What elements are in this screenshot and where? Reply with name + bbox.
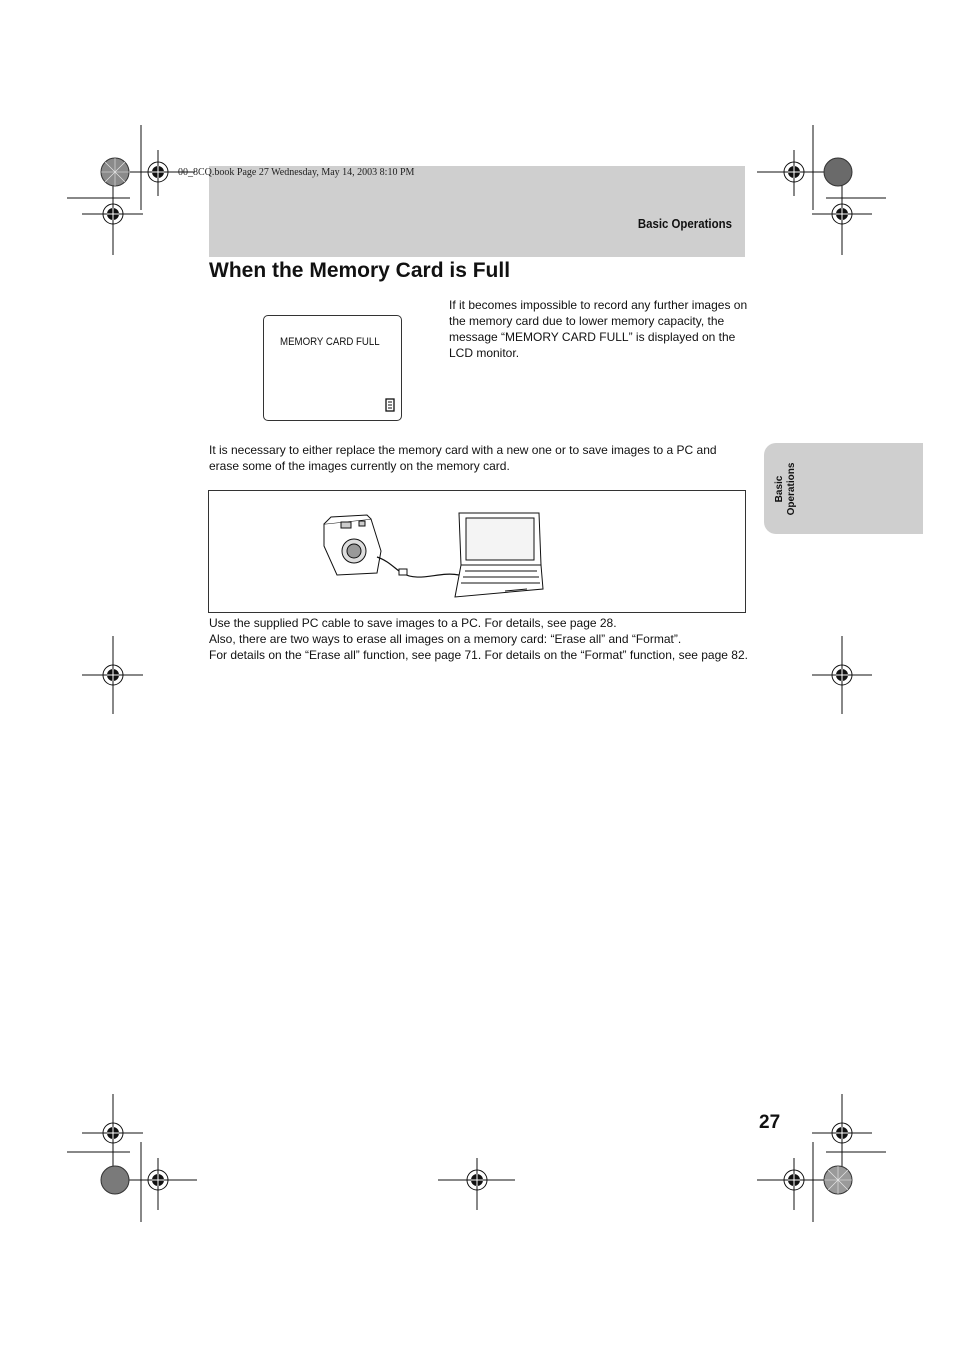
para3-line-3: For details on the “Erase all” function, see page 71. For details on the “Format” function, see page 82. — [209, 648, 748, 662]
page-number: 27 — [759, 1112, 781, 1133]
camera-icon — [324, 515, 381, 575]
lcd-message: MEMORY CARD FULL — [280, 336, 380, 348]
side-tab — [764, 443, 923, 534]
side-tab-label: Basic Operations — [774, 462, 797, 516]
page-title: When the Memory Card is Full — [209, 259, 511, 282]
pc-cable — [377, 557, 459, 577]
para3-line-1: Use the supplied PC cable to save images to a PC. For details, see page 28. — [209, 616, 617, 630]
print-info: 00_8CQ.book Page 27 Wednesday, May 14, 2003 8:10 PM — [178, 167, 415, 178]
erase-options-paragraph — [209, 615, 749, 663]
memory-card-icon — [383, 398, 397, 412]
section-label: Basic Operations — [637, 216, 732, 231]
side-tab-label-wrap — [774, 461, 810, 521]
lcd-screen-illustration — [263, 315, 402, 421]
intro-paragraph: If it becomes impossible to record any further images on the memory card due to lower memory capacity, the message “MEMORY CARD FULL” is displayed on the LCD monitor. — [449, 298, 748, 360]
camera-to-pc-figure — [208, 490, 746, 613]
para3-line-2: Also, there are two ways to erase all images on a memory card: “Erase all” and “Format”. — [209, 632, 682, 646]
laptop-icon — [455, 513, 543, 597]
replace-or-save-paragraph: It is necessary to either replace the memory card with a new one or to save images to a PC and erase some of the images currently on the memory card. — [209, 443, 717, 473]
header-band — [209, 166, 745, 257]
